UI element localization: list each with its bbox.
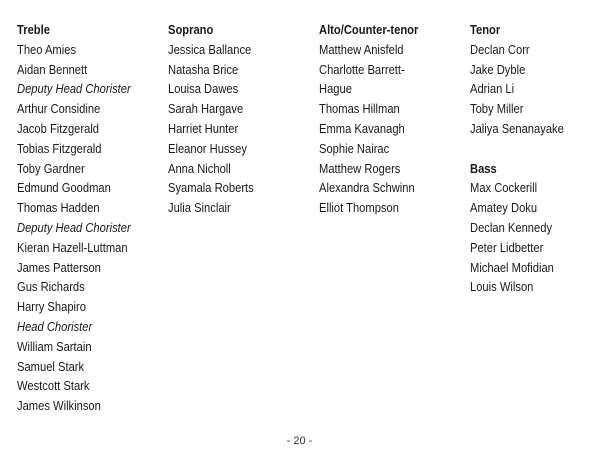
member-list [17, 40, 162, 416]
section-heading: Tenor [470, 22, 501, 37]
member-name: Louisa Dawes [168, 81, 239, 97]
member-name: Declan Kennedy [470, 219, 553, 235]
page-number: - 20 - [286, 435, 313, 447]
member-name: Gus Richards [17, 279, 85, 295]
member-name: Thomas Hadden [17, 200, 100, 216]
member-name: Eleanor Hussey [168, 140, 247, 156]
member-name: Kieran Hazell-Luttman [17, 239, 128, 255]
voice-section-treble [17, 20, 162, 416]
member-name: Charlotte Barrett- [319, 61, 405, 77]
member-list [470, 178, 595, 297]
member-name: Michael Mofidian [470, 259, 554, 275]
member-name: Sophie Nairac [319, 140, 390, 156]
member-name: Elliot Thompson [319, 200, 399, 216]
member-name: Emma Kavanagh [319, 120, 405, 136]
member-list [319, 40, 464, 218]
member-name: Amatey Doku [470, 200, 538, 216]
member-name: Edmund Goodman [17, 180, 111, 196]
section-heading: Bass [470, 160, 497, 176]
member-name: Jessica Ballance [168, 41, 252, 57]
member-name: Samuel Stark [17, 358, 85, 374]
member-name: Theo Amies [17, 41, 77, 57]
choir-roster [0, 20, 599, 430]
member-name: Alexandra Schwinn [319, 180, 415, 196]
voice-section-bass [470, 159, 595, 298]
member-name: Louis Wilson [470, 279, 534, 295]
member-name: Westcott Stark [17, 378, 90, 394]
member-name: Harry Shapiro [17, 299, 86, 315]
member-name: Matthew Anisfeld [319, 41, 404, 57]
member-name: Matthew Rogers [319, 160, 401, 176]
column-1 [17, 20, 162, 416]
member-name: Arthur Considine [17, 101, 101, 117]
member-name: Sarah Hargave [168, 101, 244, 117]
section-heading: Treble [17, 22, 50, 37]
member-name: Adrian Li [470, 81, 515, 97]
voice-section-alto-counter-tenor [319, 20, 464, 218]
role-title: Deputy Head Chorister [17, 219, 131, 235]
role-title: Deputy Head Chorister [17, 81, 131, 97]
member-list [168, 40, 313, 218]
member-list [470, 40, 595, 139]
member-name: Tobias Fitzgerald [17, 140, 102, 156]
voice-section-soprano [168, 20, 313, 218]
member-name: Peter Lidbetter [470, 239, 544, 255]
member-name: Toby Miller [470, 101, 524, 117]
member-name: Jaliya Senanayake [470, 120, 564, 136]
section-heading: Alto/Counter-tenor [319, 22, 419, 37]
member-name: Max Cockerill [470, 180, 538, 196]
column-2 [168, 20, 313, 218]
member-name: William Sartain [17, 338, 92, 354]
member-name: Thomas Hillman [319, 101, 400, 117]
member-name: Jake Dyble [470, 61, 526, 77]
role-title: Head Chorister [17, 318, 93, 334]
member-name: Toby Gardner [17, 160, 85, 176]
member-name: Natasha Brice [168, 61, 239, 77]
member-name: James Patterson [17, 259, 101, 275]
section-heading: Soprano [168, 22, 214, 37]
member-name: Jacob Fitzgerald [17, 120, 100, 136]
column-3 [319, 20, 464, 218]
member-name: Julia Sinclair [168, 200, 231, 216]
member-name: Hague [319, 81, 352, 97]
member-name: Syamala Roberts [168, 180, 254, 196]
member-name: Aidan Bennett [17, 61, 88, 77]
member-name: Anna Nicholl [168, 160, 231, 176]
voice-section-tenor [470, 20, 595, 139]
member-name: Harriet Hunter [168, 120, 239, 136]
column-4 [470, 20, 595, 297]
member-name: James Wilkinson [17, 398, 101, 414]
member-name: Declan Corr [470, 41, 530, 57]
